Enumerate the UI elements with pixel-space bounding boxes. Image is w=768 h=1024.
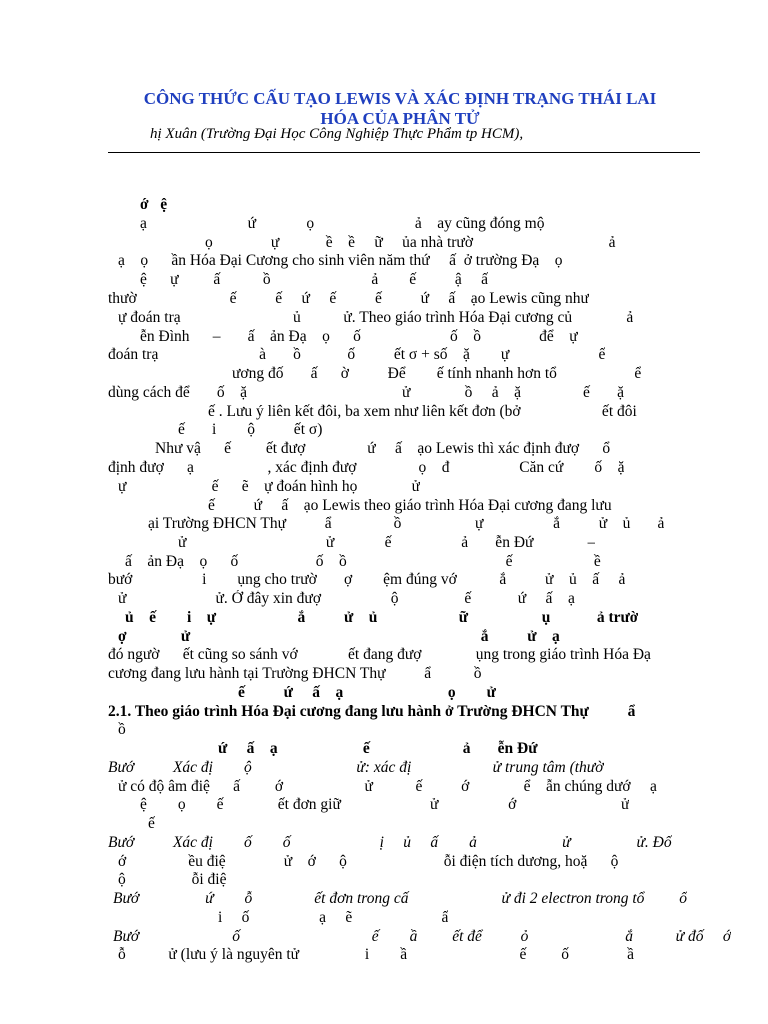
body-text-line: thườ ế ế ứ ế ế ứ ấ ạo Lewis cũng như — [108, 290, 589, 307]
body-text-line: ỗ ử (lưu ý là nguyên tử i ầ ế ố ầ — [118, 946, 634, 963]
document-title-line-1: CÔNG THỨC CẤU TẠO LEWIS VÀ XÁC ĐỊNH TRẠNG THÁI LAI — [143, 89, 657, 108]
body-text-line: ớ ệ — [140, 196, 168, 213]
body-text-line: ử có độ âm điệ ấ ớ ử ế ớ ể ẫn chúng dướ ạ — [118, 778, 657, 795]
body-text-line: Bướ ố ế ầ ết để ỏ ắ ử đố ớ — [113, 928, 732, 945]
body-text-line: ại Trường ĐHCN Thự ẩ ồ ự ắ ử ủ ả — [148, 515, 665, 532]
body-text-line: Như vậ ế ết đượ ứ ấ ạo Lewis thì xác định đượ ổ — [155, 440, 611, 457]
body-text-line: ế i ộ ết σ) — [178, 421, 323, 438]
body-text-line: ủ ế i ự ắ ử ủ ữ ụ ả trườ — [125, 609, 639, 626]
body-text-line: ạ ứ ọ ả ay cũng đóng mộ — [140, 215, 545, 232]
author-line: hị Xuân (Trường Đại Học Công Nghiệp Thực Phẩm tp HCM), — [150, 126, 524, 142]
body-text-line: ạ ọ ần Hóa Đại Cương cho sinh viên năm thứ ấ ở trường Đạ ọ — [118, 252, 563, 269]
body-text-line: ế . Lưu ý liên kết đôi, ba xem như liên kết đơn (bở ết đôi — [208, 403, 637, 420]
body-text-line: định đượ ạ , xác định đượ ọ đ Căn cứ ố ặ — [108, 459, 625, 476]
body-text-line: ớ ều điệ ử ớ ộ ỗi điện tích dương, hoặ ộ — [118, 853, 619, 870]
document-title-line-2: HÓA CỦA PHÂN TỬ — [320, 109, 480, 128]
body-text-line: ương đố ấ ờ Để ế tính nhanh hơn tổ ể — [232, 365, 642, 382]
body-text-line: đoán trạ à ồ ố ết σ + số ặ ự ế — [108, 346, 606, 363]
body-text-line: ế ứ ấ ạo Lewis theo giáo trình Hóa Đại cương đang lưu — [208, 497, 612, 514]
body-text-line: ệ ọ ế ết đơn giữ ử ớ ử — [140, 796, 630, 813]
header-divider — [108, 152, 700, 153]
body-text-line: ọ ự ề ề ữ ủa nhà trườ ả — [205, 234, 616, 251]
body-text-line: ế — [148, 815, 155, 832]
body-text-line: Bướ Xác đị ộ ử: xác đị ử trung tâm (thườ — [108, 759, 604, 776]
body-text-line: ế ứ ấ ạ ọ ử — [238, 684, 496, 701]
body-text-line: đó ngườ ết cũng so sánh vớ ết đang đượ ụng trong giáo trình Hóa Đạ — [108, 646, 651, 663]
body-text-line: Bướ ứ ỗ ết đơn trong cấ ử đi 2 electron trong tổ ố — [113, 890, 688, 907]
body-text-line: cương đang lưu hành tại Trường ĐHCN Thự ẩ ồ — [108, 665, 482, 682]
body-text-line: i ố ạ ẽ ấ — [218, 909, 449, 926]
body-text-line: dùng cách để ố ặ ử ồ ả ặ ế ặ — [108, 384, 624, 401]
body-text-line: ự ế ẽ ự đoán hình họ ử — [118, 478, 421, 495]
body-text-line: ấ ản Đạ ọ ố ố ồ ế ề — [125, 553, 601, 570]
body-text-line: 2.1. Theo giáo trình Hóa Đại cương đang lưu hành ở Trường ĐHCN Thự ẩ — [108, 703, 636, 720]
body-text-line: ồ — [118, 721, 126, 738]
body-text-line: ự đoán trạ ủ ử. Theo giáo trình Hóa Đại cương củ ả — [118, 309, 634, 326]
body-text-line: ễn Đình – ấ ản Đạ ọ ố ố ồ để ự — [140, 328, 578, 345]
body-text-line: ử ử. Ở đây xin đượ ộ ế ứ ấ ạ — [118, 590, 575, 607]
body-text-line: ợ ử ắ ử ạ — [118, 628, 560, 645]
body-text-line: ử ử ế ả ễn Đứ – — [178, 534, 596, 551]
body-text-line: ệ ự ấ ồ ả ế ậ ấ — [140, 271, 489, 288]
body-text-line: bướ i ụng cho trườ ợ ệm đúng vớ ắ ử ủ ấ ả — [108, 571, 626, 588]
body-text-line: ứ ấ ạ ế ả ễn Đứ — [218, 740, 538, 757]
body-text-line: ộ ỗi điệ — [118, 871, 227, 888]
body-text-line: Bướ Xác đị ố ố ị ủ ấ ả ử ử. Đố — [108, 834, 672, 851]
